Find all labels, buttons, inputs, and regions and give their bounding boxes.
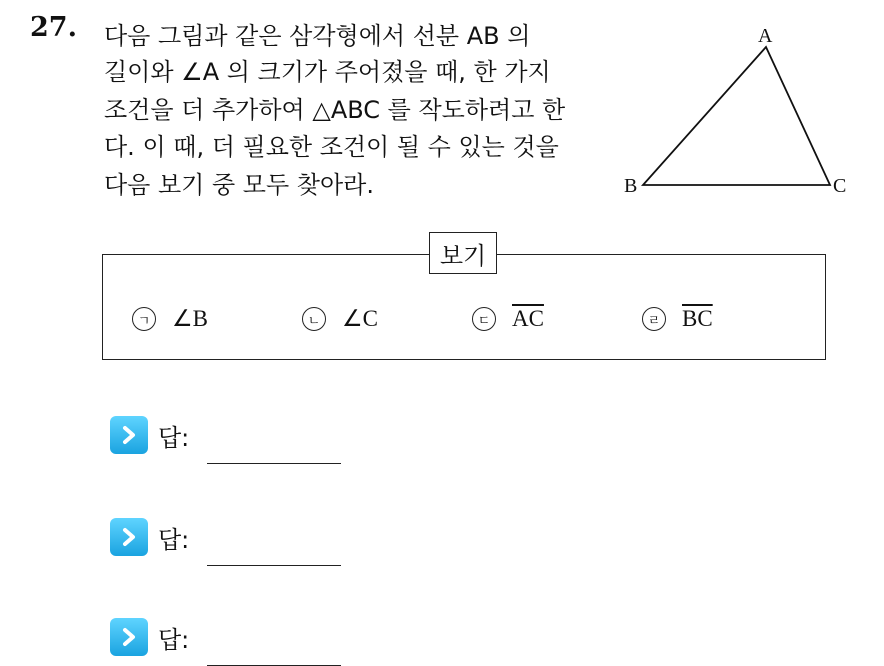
triangle-abc bbox=[643, 47, 830, 185]
option-value-3: $\overline{AC}$ bbox=[512, 306, 544, 331]
option-value-4: $\overline{BC}$ bbox=[682, 306, 713, 331]
question-number: 27. bbox=[30, 12, 77, 43]
bogi-option-3 bbox=[472, 306, 544, 332]
option-marker-2: ㄴ bbox=[302, 307, 326, 331]
option-marker-1: ㄱ bbox=[132, 307, 156, 331]
triangle-figure bbox=[618, 20, 858, 205]
answer-row-3 bbox=[110, 618, 341, 656]
chevron-right-icon bbox=[110, 618, 148, 656]
answer-row-1 bbox=[110, 416, 341, 454]
question-line-4: 다. 이 때, 더 필요한 조건이 될 수 있는 것을 bbox=[104, 133, 559, 161]
vertex-a-label: A bbox=[758, 25, 773, 47]
question-line-5: 다음 보기 중 모두 찾아라. bbox=[104, 171, 374, 199]
question-line-1: 다음 그림과 같은 삼각형에서 선분 AB 의 bbox=[104, 22, 531, 50]
chevron-right-icon bbox=[110, 416, 148, 454]
question-line-3: 조건을 더 추가하여 △ABC 를 작도하려고 한 bbox=[104, 96, 566, 124]
option-value-2: ∠C bbox=[342, 306, 378, 331]
answer-blank-1[interactable] bbox=[207, 433, 341, 464]
answer-row-2 bbox=[110, 518, 341, 556]
option-value-1: ∠B bbox=[172, 306, 208, 331]
bogi-option-2 bbox=[302, 306, 378, 332]
answer-label: 답: bbox=[158, 525, 190, 554]
option-marker-4: ㄹ bbox=[642, 307, 666, 331]
question-line-2: 길이와 ∠A 의 크기가 주어졌을 때, 한 가지 bbox=[104, 58, 551, 86]
bogi-option-1 bbox=[132, 306, 208, 332]
answer-blank-3[interactable] bbox=[207, 635, 341, 666]
answer-label: 답: bbox=[158, 625, 190, 654]
vertex-b-label: B bbox=[624, 175, 638, 197]
answer-label: 답: bbox=[158, 423, 190, 452]
answer-blank-2[interactable] bbox=[207, 535, 341, 566]
option-marker-3: ㄷ bbox=[472, 307, 496, 331]
vertex-c-label: C bbox=[833, 175, 847, 197]
bogi-option-4 bbox=[642, 306, 713, 332]
chevron-right-icon bbox=[110, 518, 148, 556]
bogi-title: 보기 bbox=[429, 232, 497, 274]
